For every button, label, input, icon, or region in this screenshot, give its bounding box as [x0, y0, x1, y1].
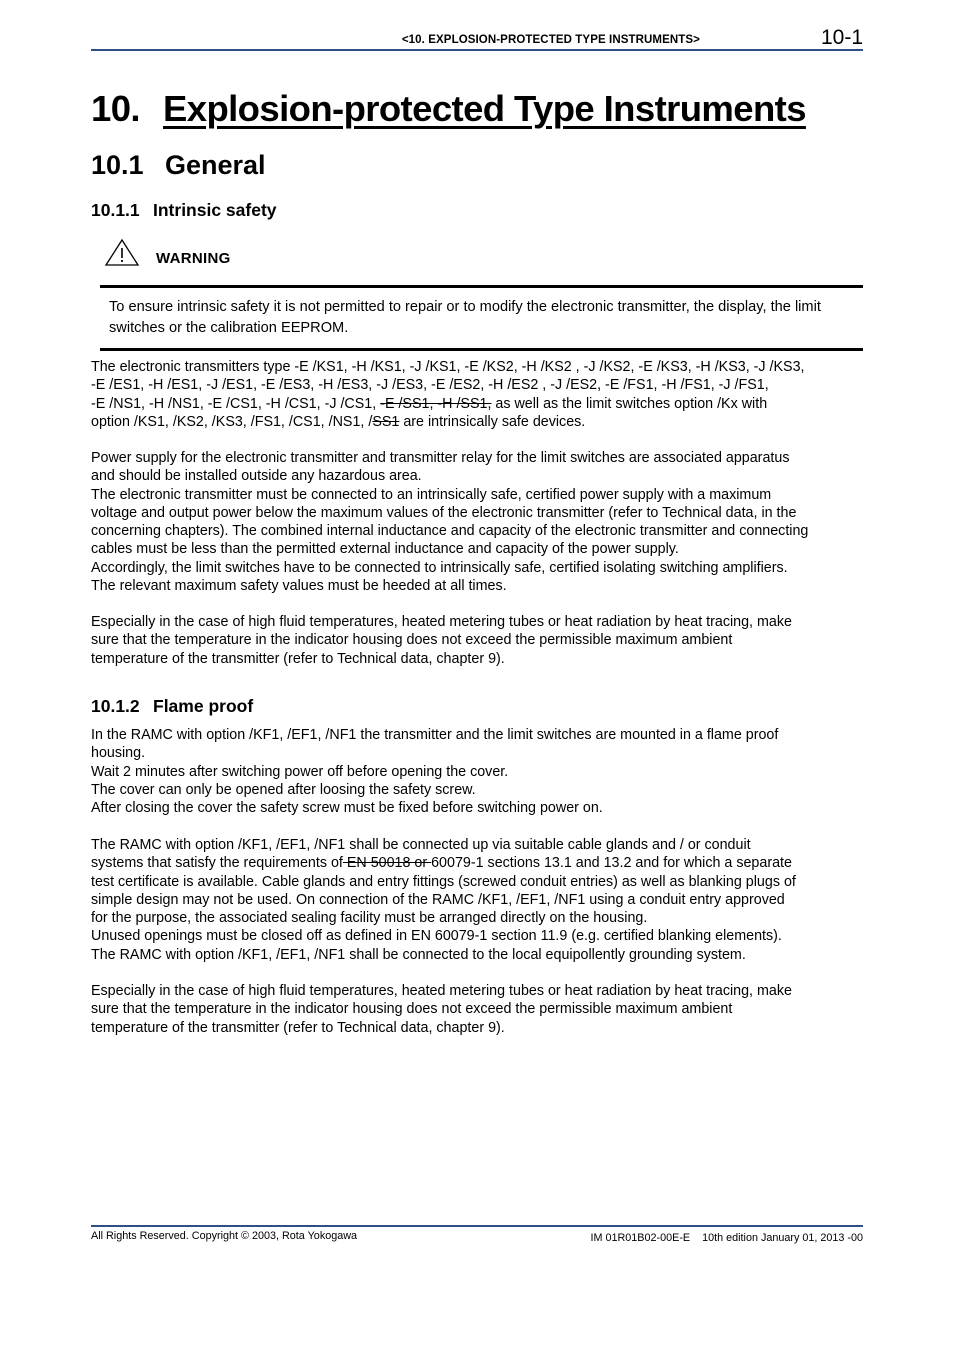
chapter-heading: [91, 88, 806, 130]
warning-top-rule: [100, 285, 863, 288]
text-line: The relevant maximum safety values must be heeded at all times.: [91, 578, 507, 595]
section-title: General: [165, 150, 266, 180]
edition-info: 10th edition January 01, 2013 -00: [702, 1232, 863, 1244]
running-header-title: <10. EXPLOSION-PROTECTED TYPE INSTRUMENTS>: [401, 34, 700, 46]
text-line: test certificate is available. Cable glands and entry fittings (screwed conduit entries) as well as blanking plugs of: [91, 873, 796, 890]
text-line: sure that the temperature in the indicator housing does not exceed the permissible maximum ambient: [91, 632, 733, 649]
document-id: IM 01R01B02-00E-E: [590, 1232, 691, 1244]
text-line: temperature of the transmitter (refer to Technical data, chapter 9).: [91, 1019, 505, 1036]
struck-text: EN 50018 or: [342, 855, 432, 872]
struck-text: -E /SS1, -H /SS1,: [380, 395, 492, 412]
subsection-number: 10.1.2: [91, 696, 140, 716]
flame-temperature-paragraph: [91, 982, 866, 1037]
warning-label: WARNING: [156, 250, 231, 267]
text-line: The cover can only be opened after loosing the safety screw.: [91, 781, 476, 798]
header-divider: [91, 49, 863, 51]
text-line: -E /ES1, -H /ES1, -J /ES1, -E /ES3, -H /ES3, -J /ES3, -E /ES2, -H /ES2 , -J /ES2, -E /FS1, -H /FS1, -J /FS1,: [91, 377, 769, 394]
text-line: Especially in the case of high fluid temperatures, heated metering tubes or heat radiation by heat tracing, make: [91, 983, 792, 999]
subsection-number: 10.1.1: [91, 200, 140, 220]
text-line: systems that satisfy the requirements of EN 50018 or 60079-1 sections 13.1 and 13.2 and for which a separate: [91, 855, 792, 872]
text-line: Power supply for the electronic transmitter and transmitter relay for the limit switches are associated apparatus: [91, 450, 790, 466]
warning-triangle-icon: [104, 238, 140, 268]
flame-cable-paragraph: [91, 836, 866, 964]
text-line: The electronic transmitters type -E /KS1, -H /KS1, -J /KS1, -E /KS2, -H /KS2 , -J /KS2, -E /KS3, -H /KS3, -J /KS3,: [91, 359, 805, 375]
text-line: Accordingly, the limit switches have to be connected to intrinsically safe, certified isolating switching amplifiers.: [91, 559, 788, 576]
text-line: temperature of the transmitter (refer to Technical data, chapter 9).: [91, 650, 505, 667]
warning-bottom-rule: [100, 348, 863, 351]
text-line: and should be installed outside any hazardous area.: [91, 468, 422, 485]
text-line: sure that the temperature in the indicator housing does not exceed the permissible maximum ambient: [91, 1001, 733, 1018]
section-number: 10.1: [91, 150, 144, 180]
subsection-heading-flame: [91, 696, 253, 717]
text-line: for the purpose, the associated sealing facility must be arranged directly on the housing.: [91, 910, 648, 927]
footer-document-info: [591, 1232, 864, 1244]
subsection-heading-intrinsic: [91, 200, 277, 221]
intrinsic-temperature-paragraph: [91, 613, 866, 668]
text-line: The RAMC with option /KF1, /EF1, /NF1 shall be connected up via suitable cable glands and / or conduit: [91, 837, 751, 853]
text-line: simple design may not be used. On connection of the RAMC /KF1, /EF1, /NF1 using a conduit entry approved: [91, 891, 785, 908]
text-line: Especially in the case of high fluid temperatures, heated metering tubes or heat radiation by heat tracing, make: [91, 614, 792, 630]
struck-text: SS1: [372, 413, 400, 430]
warning-text: To ensure intrinsic safety it is not permitted to repair or to modify the electronic transmitter, the display, the limit switches or the calibration EEPROM.: [109, 299, 821, 336]
footer-divider: [91, 1225, 863, 1227]
text-line: The RAMC with option /KF1, /EF1, /NF1 shall be connected to the local equipollently grounding system.: [91, 946, 746, 963]
intrinsic-types-paragraph: [91, 358, 866, 431]
text-line: Unused openings must be closed off as defined in EN 60079-1 section 11.9 (e.g. certified blanking elements).: [91, 928, 782, 945]
text-line: Wait 2 minutes after switching power off before opening the cover.: [91, 763, 509, 780]
text-line: The electronic transmitter must be connected to an intrinsically safe, certified power supply with a maximum: [91, 486, 772, 503]
footer-copyright: All Rights Reserved. Copyright © 2003, Rota Yokogawa: [91, 1230, 358, 1242]
text-line: concerning chapters). The combined internal inductance and capacity of the electronic transmitter and connecting: [91, 523, 809, 540]
subsection-title: Flame proof: [153, 696, 254, 716]
text-line: option /KS1, /KS2, /KS3, /FS1, /CS1, /NS1, /SS1 are intrinsically safe devices.: [91, 413, 586, 430]
text-line: voltage and output power below the maximum values of the electronic transmitter (refer to Technical data, in the: [91, 504, 797, 521]
text-line: After closing the cover the safety screw must be fixed before switching power on.: [91, 800, 603, 817]
chapter-number: 10.: [91, 88, 140, 129]
text-line: In the RAMC with option /KF1, /EF1, /NF1 the transmitter and the limit switches are mounted in a flame proof: [91, 727, 779, 743]
text-line: -E /NS1, -H /NS1, -E /CS1, -H /CS1, -J /CS1, -E /SS1, -H /SS1, as well as the limit switches option /Kx with: [91, 395, 768, 412]
text-line: cables must be less than the permitted external inductance and capacity of the power supply.: [91, 541, 679, 558]
chapter-title: Explosion-protected Type Instruments: [163, 88, 806, 129]
section-heading: [91, 150, 266, 181]
page-number: 10-1: [820, 26, 863, 49]
subsection-title: Intrinsic safety: [153, 200, 277, 220]
intrinsic-power-paragraph: [91, 449, 866, 595]
flame-intro-paragraph: [91, 726, 866, 817]
text-line: housing.: [91, 745, 146, 762]
